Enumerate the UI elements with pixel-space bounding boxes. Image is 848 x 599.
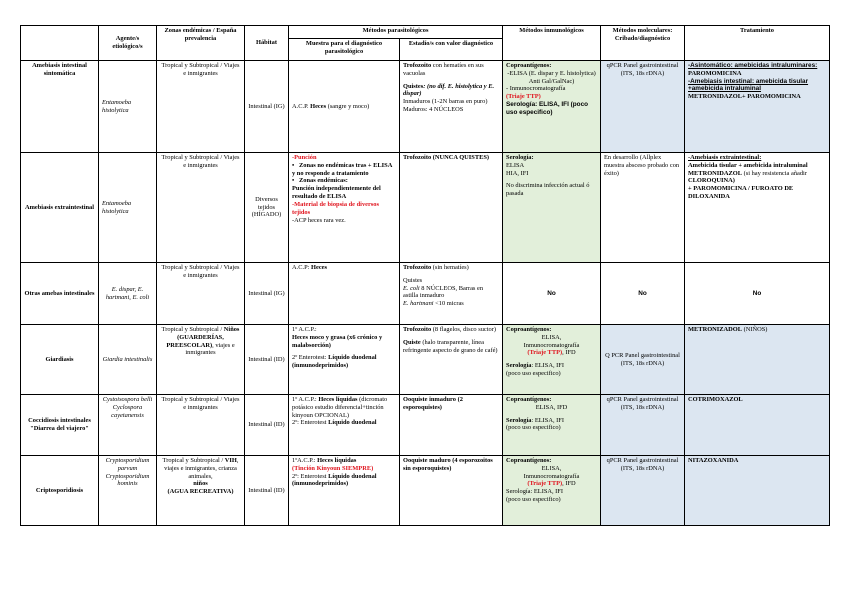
agent: Cryptosporidium parvum Cryptosporidium hominis bbox=[99, 456, 157, 526]
disease-name: Coccidiosis intestinales "Diarrea del viajero" bbox=[21, 395, 99, 456]
disease-name: Giardiasis bbox=[21, 325, 99, 395]
habitat: Intestinal (ID) bbox=[245, 325, 289, 395]
immunological: Serología: ELISA HIA, IFI No discrimina infección actual ó pasada bbox=[503, 153, 601, 263]
row-cryptosporidiosis bbox=[21, 456, 830, 526]
treatment: -Amebiasis extraintestinal: Amebicida tisular + amebicida intraluminal METRONIDAZOL (si hay resistencia añadir CLOROQUINA) + PAROMOMICINA / FUROATO DE DILOXANIDA bbox=[685, 153, 830, 263]
habitat: Intestinal (ID) bbox=[245, 456, 289, 526]
stage: Ooquiste inmaduro (2 esporoquistes) bbox=[400, 395, 503, 456]
habitat: Diversos tejidos (HÍGADO) bbox=[245, 153, 289, 263]
header-agent: Agente/s etiológico/s bbox=[99, 26, 157, 61]
immunological: Coproantígenos: ELISA, Inmunocromatografía (Triaje TTP), IFD Serología: ELISA, IFI (poco uso especifico) bbox=[503, 325, 601, 395]
sample: 1º A.C.P.: Heces líquidas (dicromato potásico estudio diferencial+tinción kinyoun OPCIONAL) 2º: Enterotest Líquido duodenal bbox=[289, 395, 400, 456]
agent: Giardia intestinalis bbox=[99, 325, 157, 395]
stage: Trofozoito (NUNCA QUISTES) bbox=[400, 153, 503, 263]
header-stage: Estadío/s con valor diagnóstico bbox=[400, 39, 503, 61]
molecular: Q PCR Panel gastrointestinal (ITS, 18s rDNA) bbox=[601, 325, 685, 395]
disease-name: Criptosporidiosis bbox=[21, 456, 99, 526]
row-other-amoebae bbox=[21, 263, 830, 325]
sample: -Punción • Zonas no endémicas tras + ELISA y no responde a tratamiento • Zonas endémicas: Punción independientemente del resultado de ELISA -Material de biopsia de diversos tejidos -ACP heces rara vez. bbox=[289, 153, 400, 263]
stage: Ooquiste maduro (4 esporozoitos sin esporoquistes) bbox=[400, 456, 503, 526]
agent: Entamoeba histolytica bbox=[99, 153, 157, 263]
row-coccidiosis bbox=[21, 395, 830, 456]
sample: A.C.P: Heces bbox=[289, 263, 400, 325]
zones: Tropical y Subtropical / Viajes e inmigrantes bbox=[157, 153, 245, 263]
row-amebiasis-intestinal bbox=[21, 61, 830, 153]
agent: E. dispar, E. hartmani, E. coli bbox=[99, 263, 157, 325]
treatment: No bbox=[685, 263, 830, 325]
disease-name: Amebiasis intestinal sintomática bbox=[21, 61, 99, 153]
immunological: Coproantígenos: ELISA, Inmunocromatografía (Triaje TTP), IFD Serología: ELISA, IFI (poco uso especifico) bbox=[503, 456, 601, 526]
header-treatment: Tratamiento bbox=[685, 26, 830, 61]
sample: A.C.P. Heces (sangre y moco) bbox=[289, 61, 400, 153]
header-zones: Zonas endémicas / España prevalencia bbox=[157, 26, 245, 61]
disease-name: Otras amebas intestinales bbox=[21, 263, 99, 325]
sample: 1º A.C.P.: Heces moco y grasa (x6 crónico y malabsorción) 2º Enterotest: Líquido duodenal (inmunodeprimidos) bbox=[289, 325, 400, 395]
header-immunological: Métodos inmunológicos bbox=[503, 26, 601, 61]
immunological: Coproantígenos: ELISA, IFD Serología: ELISA, IFI (poco uso especifico) bbox=[503, 395, 601, 456]
molecular: No bbox=[601, 263, 685, 325]
zones: Tropical y Subtropical / Viajes e inmigrantes bbox=[157, 395, 245, 456]
habitat: Intestinal (ID) bbox=[245, 395, 289, 456]
treatment: NITAZOXANIDA bbox=[685, 456, 830, 526]
immunological: Coproantígenos: -ELISA (E. dispar y E. histolytica) Anti Gal/GalNac) - Inmunocromatografía (Triaje TTP) Serología: ELISA, IFI (poco uso especifico) bbox=[503, 61, 601, 153]
agent: Cystoisospora belli Cyclospora cayetanensis bbox=[99, 395, 157, 456]
habitat: Intestinal (IG) bbox=[245, 61, 289, 153]
disease-name: Amebiasis extraintestinal bbox=[21, 153, 99, 263]
zones: Tropical y Subtropical / Viajes e inmigrantes bbox=[157, 61, 245, 153]
molecular: qPCR Panel gastrointestinal (ITS, 18s rDNA) bbox=[601, 456, 685, 526]
zones: Tropical y Subtropical / VIH, viajes e inmigrantes, crianza animales, niños (AGUA RECREATIVA) bbox=[157, 456, 245, 526]
treatment: METRONIZADOL (NIÑOS) bbox=[685, 325, 830, 395]
stage: Trofozoito (sin hematíes) Quistes E. coli 8 NÚCLEOS, Barras en astilla inmaduro E. hartmani <10 micras bbox=[400, 263, 503, 325]
header-empty bbox=[21, 26, 99, 61]
treatment: COTRIMOXAZOL bbox=[685, 395, 830, 456]
zones: Tropical y Subtropical / Niños (GUARDERÍAS, PREESCOLAR), viajes e inmigrantes bbox=[157, 325, 245, 395]
header-sample: Muestra para el diagnóstico parasitológico bbox=[289, 39, 400, 61]
sample: 1ºA.C.P.: Heces líquidas (Tinción Kinyoun SIEMPRE) 2º: Enterotest Líquido duodenal (inmunodeprimidos) bbox=[289, 456, 400, 526]
parasitology-table bbox=[20, 25, 830, 526]
header-habitat: Hábitat bbox=[245, 26, 289, 61]
immunological: No bbox=[503, 263, 601, 325]
header-parasitological: Métodos parasitológicos bbox=[289, 26, 503, 39]
header-molecular: Métodos moleculares: Cribado/diagnóstico bbox=[601, 26, 685, 61]
row-giardiasis bbox=[21, 325, 830, 395]
header-row-1 bbox=[21, 26, 830, 39]
row-amebiasis-extraintestinal bbox=[21, 153, 830, 263]
stage: Trofozoito (8 flagelos, disco suctor) Quiste (halo transparente, línea refringente aspecto de grano de café) bbox=[400, 325, 503, 395]
agent: Entamoeba histolytica bbox=[99, 61, 157, 153]
habitat: Intestinal (IG) bbox=[245, 263, 289, 325]
treatment: -Asintomático: amebicidas intraluminares: PAROMOMICINA -Amebiasis intestinal: amebicida tisular +amebicida intraluminal METRONIDAZOL+ PAROMOMICINA bbox=[685, 61, 830, 153]
stage: Trofozoito con hematíes en sus vacuolas Quistes: (no dif. E. histolytica y E. dispar) Inmaduros (1-2N barras en puro) Maduros: 4 NÚCLEOS bbox=[400, 61, 503, 153]
zones: Tropical y Subtropical / Viajes e inmigrantes bbox=[157, 263, 245, 325]
molecular: En desarrollo (Allplex muestra absceso probado con éxito) bbox=[601, 153, 685, 263]
molecular: qPCR Panel gastrointestinal (ITS, 18s rDNA) bbox=[601, 61, 685, 153]
molecular: qPCR Panel gastrointestinal (ITS, 18s rDNA) bbox=[601, 395, 685, 456]
